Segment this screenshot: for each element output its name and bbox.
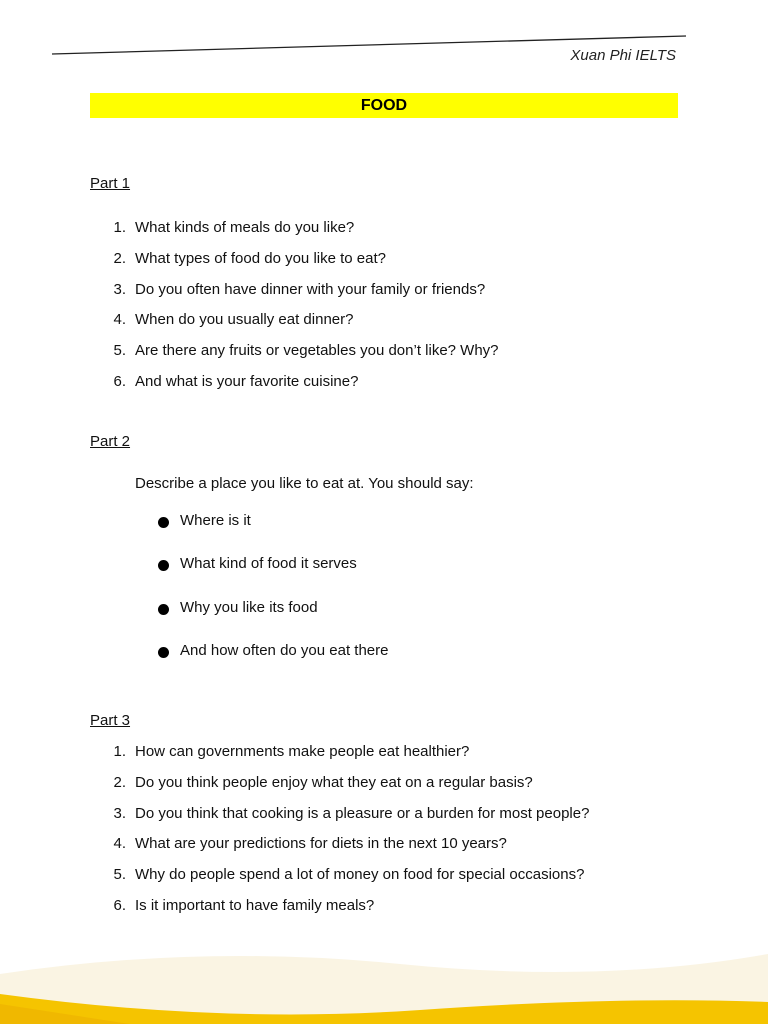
question-text: What types of food do you like to eat?	[135, 249, 386, 267]
part2-intro: Describe a place you like to eat at. You should say:	[135, 475, 474, 492]
part2-heading: Part 2	[90, 433, 131, 450]
bullet-icon	[158, 560, 169, 571]
question-number: 1.	[113, 219, 126, 236]
list-item	[0, 512, 768, 532]
bullet-text: Where is it	[180, 512, 251, 529]
bullet-icon	[158, 647, 169, 658]
question-text: How can governments make people eat healthier?	[135, 743, 470, 760]
question-text: Is it important to have family meals?	[135, 896, 375, 914]
question-text: Do you think people enjoy what they eat on a regular basis?	[135, 773, 533, 791]
question-number: 2.	[113, 773, 126, 791]
bullet-text: Why you like its food	[180, 599, 318, 616]
part1-heading: Part 1	[90, 175, 131, 192]
part3-heading: Part 3	[90, 712, 131, 729]
question-number: 1.	[113, 743, 126, 760]
list-item	[0, 555, 768, 575]
question-number: 6.	[113, 896, 126, 914]
question-number: 4.	[113, 835, 126, 853]
footer-decoration	[0, 924, 768, 1024]
bullet-text: And how often do you eat there	[180, 642, 389, 659]
question-number: 3.	[113, 804, 126, 822]
question-text: What kinds of meals do you like?	[135, 219, 355, 236]
question-number: 3.	[113, 280, 126, 298]
brand-label: Xuan Phi IELTS	[570, 47, 676, 64]
question-text: Are there any fruits or vegetables you don’t like? Why?	[135, 342, 499, 360]
question-number: 5.	[113, 866, 126, 884]
list-item	[0, 599, 768, 619]
bullet-icon	[158, 604, 169, 615]
bullet-icon	[158, 517, 169, 528]
question-number: 5.	[113, 342, 126, 360]
question-text: When do you usually eat dinner?	[135, 311, 354, 329]
page-title: FOOD	[360, 96, 408, 114]
question-text: Why do people spend a lot of money on food for special occasions?	[135, 866, 585, 884]
question-number: 6.	[113, 372, 126, 390]
bullet-text: What kind of food it serves	[180, 555, 357, 572]
question-text: What are your predictions for diets in the next 10 years?	[135, 835, 507, 853]
question-text: And what is your favorite cuisine?	[135, 372, 359, 390]
question-text: Do you often have dinner with your family or friends?	[135, 280, 486, 298]
question-text: Do you think that cooking is a pleasure or a burden for most people?	[135, 804, 590, 822]
title-banner	[90, 93, 678, 118]
question-number: 4.	[113, 311, 126, 329]
question-number: 2.	[113, 249, 126, 267]
list-item	[0, 642, 768, 662]
